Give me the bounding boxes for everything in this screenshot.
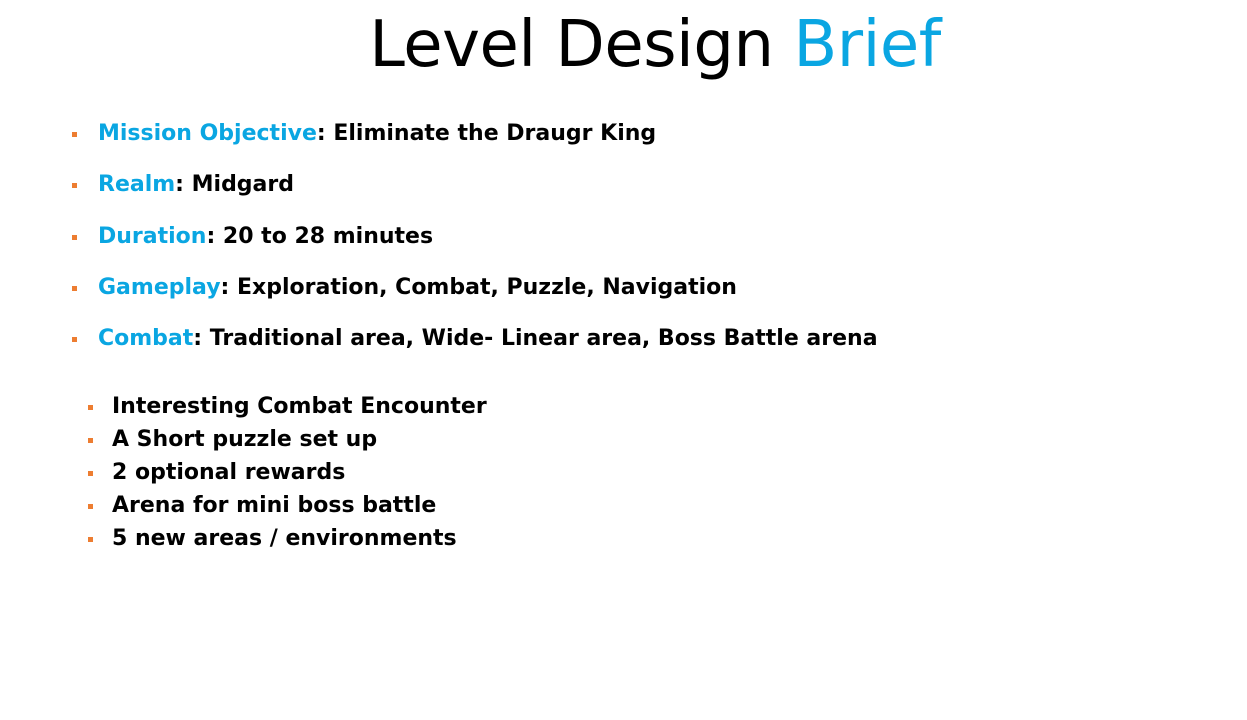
bullet-square-icon	[72, 235, 77, 240]
bullet-key: Realm	[98, 172, 176, 198]
bullet-square-icon	[88, 471, 93, 476]
bullet-value: : Exploration, Combat, Puzzle, Navigation	[220, 274, 737, 300]
bullet-mission-objective	[70, 115, 878, 166]
sub-bullet-text: Interesting Combat Encounter	[112, 394, 487, 419]
bullet-realm	[70, 166, 878, 217]
bullet-gameplay	[70, 269, 878, 320]
bullet-value: : Eliminate the Draugr King	[316, 121, 657, 146]
bullet-key: Combat	[98, 326, 194, 352]
bullet-square-icon	[88, 405, 93, 410]
bullet-square-icon	[72, 286, 77, 291]
sub-bullet-item	[86, 392, 487, 425]
sub-bullet-list	[86, 392, 487, 557]
bullet-value: : 20 to 28 minutes	[206, 223, 434, 249]
sub-bullet-text: 2 optional rewards	[112, 460, 346, 485]
bullet-square-icon	[72, 337, 77, 342]
bullet-square-icon	[88, 438, 93, 443]
bullet-combat	[70, 320, 878, 371]
bullet-square-icon	[72, 132, 77, 137]
bullet-square-icon	[88, 504, 93, 509]
bullet-key: Mission Objective	[98, 121, 317, 146]
sub-bullet-item	[86, 425, 487, 458]
bullet-square-icon	[88, 537, 93, 542]
sub-bullet-item	[86, 458, 487, 491]
sub-bullet-text: A Short puzzle set up	[112, 427, 378, 452]
sub-bullet-text: Arena for mini boss battle	[112, 493, 437, 518]
bullet-key: Duration	[98, 223, 207, 249]
bullet-duration	[70, 218, 878, 269]
slide-title	[0, 6, 1247, 84]
bullet-value: : Midgard	[175, 172, 295, 198]
title-accent: Brief	[793, 8, 941, 82]
sub-bullet-item	[86, 491, 487, 524]
bullet-key: Gameplay	[98, 274, 221, 300]
bullet-value: : Traditional area, Wide- Linear area, Boss Battle arena	[193, 326, 878, 352]
title-main: Level Design	[369, 8, 794, 82]
sub-bullet-item	[86, 524, 487, 557]
sub-bullet-text: 5 new areas / environments	[112, 526, 457, 551]
main-bullet-list	[70, 115, 878, 371]
bullet-square-icon	[72, 183, 77, 188]
